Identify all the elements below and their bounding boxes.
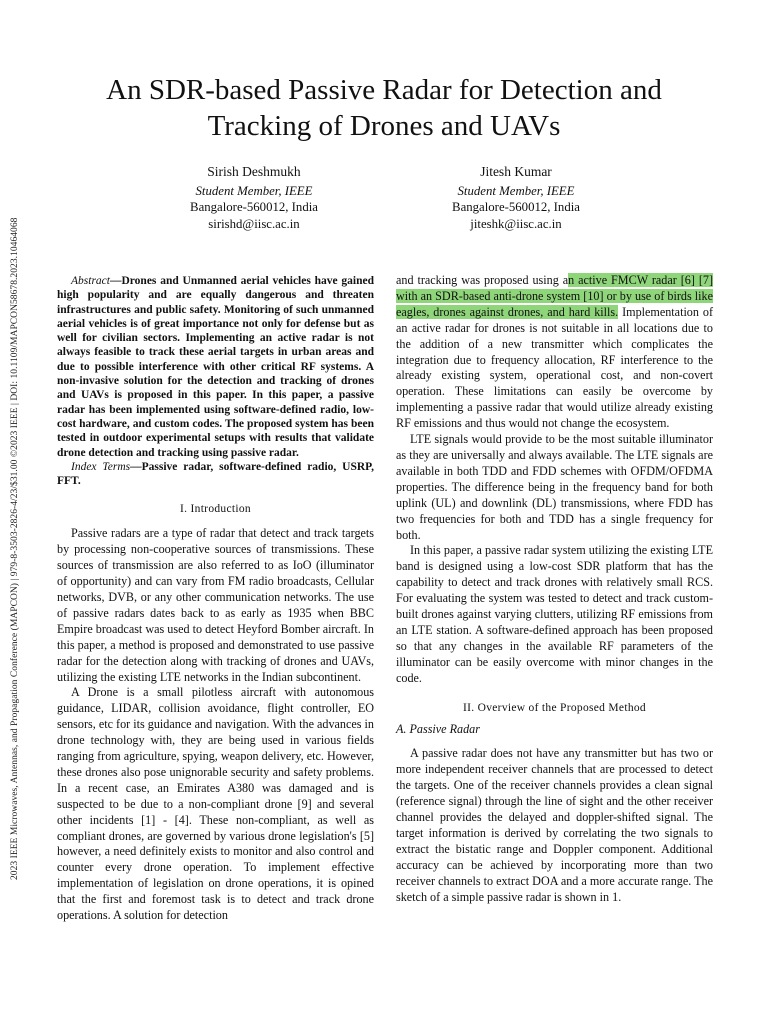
abstract xyxy=(57,274,374,460)
abstract-lead: Abstract xyxy=(71,275,110,287)
highlighted-text[interactable]: n active FMCW radar [6] [7] with an SDR-based anti-drone system [10] or by use of birds like eagles, drones against drones, and hard kills. xyxy=(396,273,713,319)
title-line-2: Tracking of Drones and UAVs xyxy=(207,110,561,142)
author-email: jiteshk@iisc.ac.in xyxy=(470,216,562,231)
section-heading-introduction: I. Introduction xyxy=(180,503,251,516)
section-heading-overview: II. Overview of the Proposed Method xyxy=(463,701,646,714)
title-line-1: An SDR-based Passive Radar for Detection and xyxy=(106,74,662,106)
index-terms-text: —Passive radar, software-defined radio, USRP, FFT. xyxy=(57,460,374,488)
index-terms-lead: Index Terms xyxy=(71,460,131,473)
intro-paragraph-1: Passive radars are a type of radar that detect and track targets by processing non-cooperative sources of transmissions. These sources of transmission are also referred to as IoO (illuminator of opportunity) and can vary from FM radio broadcasts, Cellular networks, DVB, or any other communication networks. The use of passive radars dates back to as early as 1935 when BBC Empire broadcast was used to detect Heyford Bomber aircraft. In this paper, a method is proposed and demonstrated to use passive radar for the detection along with tracking of drones and UAVs, utilizing the existing LTE networks in the Indian subcontinent. xyxy=(57,526,374,684)
author-membership: Student Member, IEEE xyxy=(195,184,313,199)
paragraph-text: Implementation of an active radar for drones is not suitable in all locations due to the addition of a new transmitter which complicates the integration due to frequency allocation, RF interference to the already existing system, operational cost, and non-covert operation. These limitations can easily be overcome by implementing a passive radar that would utilize already existing RF emissions and thus would not change the ecosystem. xyxy=(396,304,713,431)
author-email: sirishd@iisc.ac.in xyxy=(208,216,300,231)
subsection-heading-passive-radar: A. Passive Radar xyxy=(396,722,480,737)
doi-side-banner xyxy=(10,140,28,880)
author-membership: Student Member, IEEE xyxy=(457,184,575,199)
right-paragraph-1 xyxy=(396,273,713,432)
author-block-2 xyxy=(396,164,636,232)
right-paragraph-4: A passive radar does not have any transmitter but has two or more independent receiver channels that are processed to detect the targets. One of the receiver channels provides a clean signal (reference signal) through the line of sight and the other receiver channel provides the delayed and doppler-shifted signal. The target information is derived by correlating the two signals to extract the bistatic range and Doppler component. Additional accuracy can be achieved by incorporating more than two receiver channels to extract DOA and a more accurate range. The sketch of a simple passive radar is shown in 1. xyxy=(396,746,713,904)
doi-banner-text: 2023 IEEE Microwaves, Antennas, and Propagation Conference (MAPCON) | 979-8-3503-2826-4/23/$31.00 ©2023 IEEE | DOI: 10.1109/MAPCON58678.2023.10464068 xyxy=(10,217,20,880)
author-name: Jitesh Kumar xyxy=(480,164,552,179)
right-column xyxy=(396,273,713,905)
right-paragraph-2: LTE signals would provide to be the most suitable illuminator as they are universally and always available. The LTE signals are available in both TDD and FDD schemes with OFDM/OFDMA properties. The difference being in the frequency band for both uplink (UL) and downlink (DL) transmissions, where FDD has two frequencies for both and TDD has a single frequency for both. xyxy=(396,432,713,542)
paper-title xyxy=(60,72,708,144)
intro-paragraph-2: A Drone is a small pilotless aircraft with autonomous guidance, LIDAR, collision avoidance, flight controller, EO sensors, etc for its guidance and navigation. With the advances in drone technology with, they are being used in various fields ranging from agriculture, spying, weapon delivery, etc. However, these drones also pose unignorable security and safety problems. In a recent case, an Emirates A380 was damaged and is suspected to be due to a non-compliant drone [9] and several other incidents [1] - [4]. These non-compliant, as well as compliant drones, are governed by various drone legislation's [5] however, a need definitely exists to monitor and also control and counter every drone operation. To implement effective implementation of legislation on drone operations, it is opined that the first and foremost task is to detect and track drone operations. A solution for detection xyxy=(57,685,374,923)
paragraph-text: and tracking was proposed using a xyxy=(396,273,569,287)
author-name: Sirish Deshmukh xyxy=(207,164,301,179)
abstract-text: —Drones and Unmanned aerial vehicles have gained high popularity and are equally dangerous and threaten infrastructures and public safety. Monitoring of such unmanned aerial vehicles is of great importance not only for defense but as well for civilian sectors. Implementing an active radar is not always feasible to track these aerial targets in urban areas and due to possible interference with other critical RF systems. A non-invasive solution for the detection and tracking of drones and UAVs is proposed in this paper. In this paper, a passive radar has been implemented using software-defined radio, low-cost hardware, and custom codes. The proposed system has been tested in outdoor experimental setups with results that validate drone detection and tracking using passive radar. xyxy=(57,275,374,459)
author-location: Bangalore-560012, India xyxy=(452,200,580,215)
author-location: Bangalore-560012, India xyxy=(190,200,318,215)
right-paragraph-3: In this paper, a passive radar system utilizing the existing LTE band is designed using a low-cost SDR platform that has the capability to detect and track drones with relatively small RCS. For evaluating the system was tested to detect and track custom-built drones against varying clutters, utilizing RF emissions from an LTE station. A software-defined approach has been proposed so that any changes in the available RF parameters of the illuminator can be easily overcome with minor changes in the code. xyxy=(396,543,713,685)
index-terms xyxy=(57,460,374,489)
author-block-1 xyxy=(134,164,374,232)
left-column xyxy=(57,274,374,924)
